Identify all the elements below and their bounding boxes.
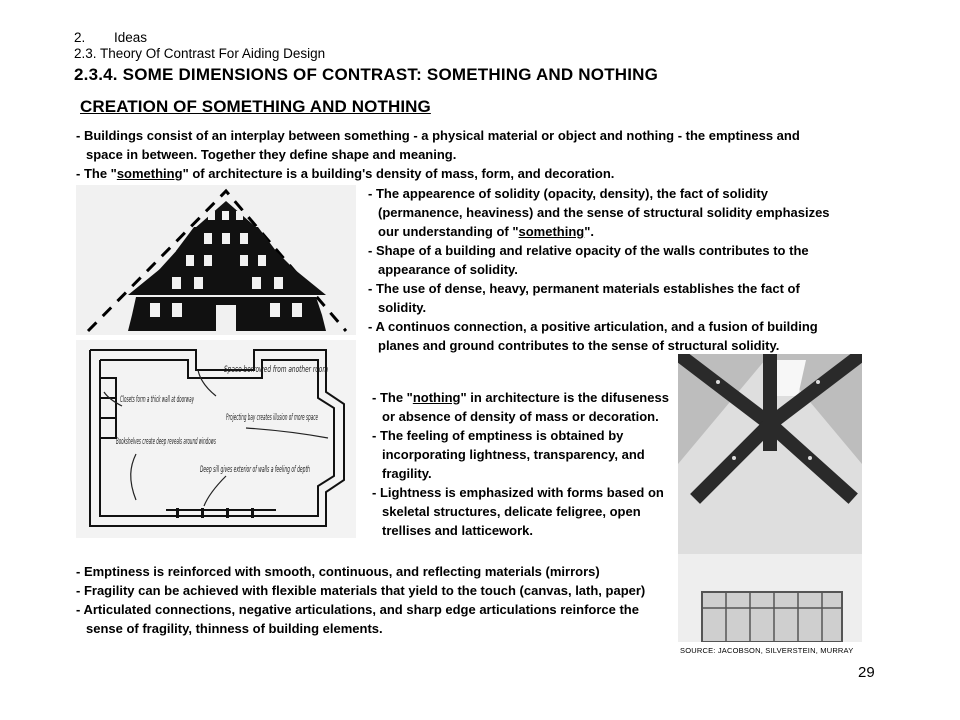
section-label [74, 30, 147, 46]
np1-pre: - The " [372, 390, 413, 405]
sp1-post: ". [584, 224, 595, 239]
photo-caption: SOURCE: JACOBSON, SILVERSTEIN, MURRAY [680, 646, 854, 655]
subsection-title: 2.3. Theory Of Contrast For Aiding Design [74, 46, 326, 61]
bottom-point-3: - Articulated connections, negative articulations, and sharp edge articulations reinforce the sense of fragility, thinness of building elements. [76, 602, 639, 636]
bottom-point-1: - Emptiness is reinforced with smooth, continuous, and reflecting materials (mirrors) [76, 564, 600, 579]
intro-bullet-2 [76, 164, 806, 183]
sp1-pre: - The appearence of solidity (opacity, density), the fact of solidity (permanence, heaviness) and the sense of structural solidity emphasizes our understanding of " [368, 186, 830, 239]
building-silhouette-image [76, 185, 356, 335]
nothing-point-1 [372, 388, 672, 426]
nothing-point-2: - The feeling of emptiness is obtained by incorporating lightness, transparency, and fragility. [372, 428, 645, 481]
intro-b2-pre: - The " [76, 166, 117, 181]
something-word-2: something [518, 224, 585, 239]
intro-text [76, 126, 806, 183]
something-point-1 [368, 184, 848, 241]
interior-roof-truss-photo [678, 354, 862, 642]
plan-note-3: Projecting bay creates illusion of more space [226, 413, 319, 423]
page-heading: 2.3.4. SOME DIMENSIONS OF CONTRAST: SOMETHING AND NOTHING [74, 65, 659, 84]
bottom-point-2: - Fragility can be achieved with flexible materials that yield to the touch (canvas, lath, paper) [76, 583, 646, 598]
bottom-points [76, 562, 676, 638]
something-point-3: - The use of dense, heavy, permanent materials establishes the fact of solidity. [368, 281, 800, 315]
nothing-points [372, 388, 672, 540]
something-point-2: - Shape of a building and relative opacity of the walls contributes to the appearance of solidity. [368, 243, 809, 277]
something-point-4: - A continuos connection, a positive articulation, and a fusion of building planes and ground contributes to the sense of structural solidity. [368, 319, 818, 353]
intro-bullet-1: - Buildings consist of an interplay between something - a physical material or object and nothing - the emptiness and space in between. Together they define shape and meaning. [76, 128, 800, 162]
intro-b2-post: " of architecture is a building's density of mass, form, and decoration. [182, 166, 615, 181]
plan-note-1: Space borrowed from another room [224, 365, 329, 375]
nothing-point-3: - Lightness is emphasized with forms based on skeletal structures, delicate feligree, open trellises and latticework. [372, 485, 664, 538]
section-number: 2. [74, 30, 86, 45]
plan-note-2: Closets form a thick wall at doorway [120, 395, 195, 405]
slide-subtitle: CREATION OF SOMETHING AND NOTHING [80, 97, 431, 116]
page-number: 29 [858, 664, 875, 681]
something-word: something [116, 166, 183, 181]
plan-note-4: Bookshelves create deep reveals around windows [116, 437, 217, 447]
plan-note-5: Deep sill gives exterior of walls a feeling of depth [200, 465, 311, 475]
nothing-word: nothing [412, 390, 461, 405]
floor-plan-sketch [76, 340, 356, 538]
np1-post: " in architecture is the difuseness or absence of density of mass or decoration. [382, 390, 669, 424]
something-points [368, 184, 848, 355]
section-name: Ideas [114, 30, 148, 45]
